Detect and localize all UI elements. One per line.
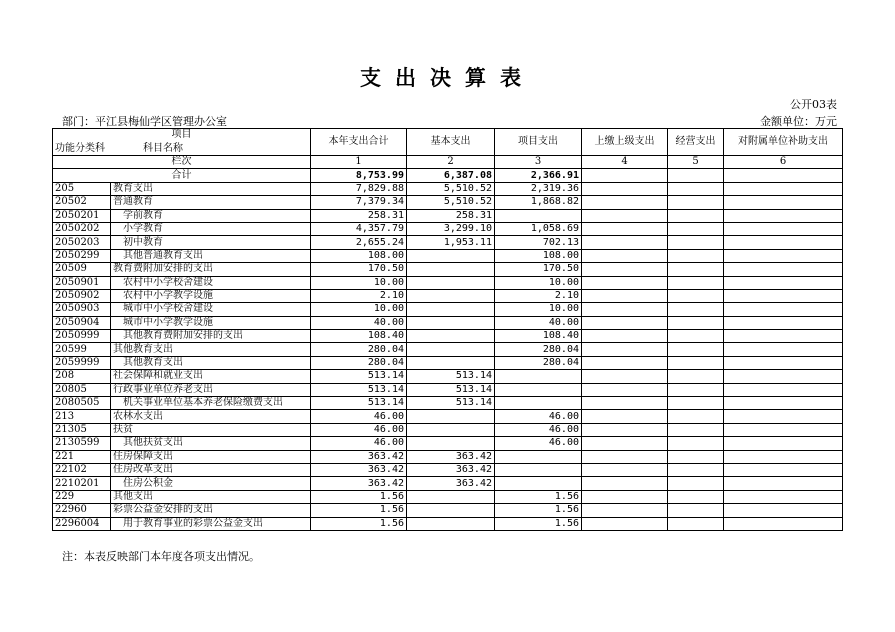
department-label: 部门：平江县梅仙学区管理办公室 (62, 115, 227, 128)
row-subject-name: 社会保障和就业支出 (111, 370, 311, 383)
row-upper (582, 383, 668, 396)
row-subject-name: 住房保障支出 (111, 450, 311, 463)
row-code: 2296004 (53, 517, 111, 530)
table-row (53, 209, 843, 222)
table-row (53, 303, 843, 316)
row-business (668, 477, 724, 490)
row-business (668, 196, 724, 209)
row-subject-name: 其他普通教育支出 (111, 249, 311, 262)
row-upper (582, 437, 668, 450)
row-project: 1,868.82 (495, 196, 582, 209)
row-subject-name: 教育支出 (111, 182, 311, 195)
table-row (53, 276, 843, 289)
row-subject-name: 行政事业单位养老支出 (111, 383, 311, 396)
row-code: 2050299 (53, 249, 111, 262)
row-subsidy (724, 276, 843, 289)
table-row (53, 222, 843, 235)
row-business (668, 236, 724, 249)
row-business (668, 249, 724, 262)
row-total: 4,357.79 (311, 222, 407, 235)
row-basic: 5,510.52 (407, 182, 495, 195)
row-subject-name: 其他教育支出 (111, 343, 311, 356)
row-code: 2050903 (53, 303, 111, 316)
row-project: 2,319.36 (495, 182, 582, 195)
row-total: 280.04 (311, 356, 407, 369)
row-upper (582, 450, 668, 463)
row-subsidy (724, 303, 843, 316)
total-amount: 8,753.99 (311, 169, 407, 182)
row-upper (582, 316, 668, 329)
row-subsidy (724, 343, 843, 356)
row-basic: 3,299.10 (407, 222, 495, 235)
index-col: 3 (495, 156, 582, 169)
table-row (53, 236, 843, 249)
row-basic: 363.42 (407, 477, 495, 490)
row-subject-name: 其他教育支出 (111, 356, 311, 369)
row-basic (407, 316, 495, 329)
row-total: 46.00 (311, 437, 407, 450)
row-upper (582, 477, 668, 490)
header-item-cell (53, 129, 311, 156)
row-business (668, 209, 724, 222)
row-code: 2050902 (53, 289, 111, 302)
row-subsidy (724, 209, 843, 222)
row-subsidy (724, 263, 843, 276)
row-project: 108.40 (495, 330, 582, 343)
row-subject-name: 机关事业单位基本养老保险缴费支出 (111, 397, 311, 410)
row-project: 46.00 (495, 410, 582, 423)
row-code: 20599 (53, 343, 111, 356)
table-row (53, 370, 843, 383)
row-subsidy (724, 370, 843, 383)
row-total: 2,655.24 (311, 236, 407, 249)
row-project: 1.56 (495, 517, 582, 530)
row-basic: 363.42 (407, 463, 495, 476)
row-project: 280.04 (495, 356, 582, 369)
row-upper (582, 222, 668, 235)
table-row (53, 463, 843, 476)
form-number: 公开03表 (790, 98, 837, 111)
row-upper (582, 504, 668, 517)
row-project (495, 209, 582, 222)
row-basic: 363.42 (407, 450, 495, 463)
row-subsidy (724, 356, 843, 369)
row-total: 2.10 (311, 289, 407, 302)
total-subsidy (724, 169, 843, 182)
header-func-code: 功能分类科 (55, 143, 105, 154)
row-code: 221 (53, 450, 111, 463)
row-subject-name: 小学教育 (111, 222, 311, 235)
row-business (668, 423, 724, 436)
row-total: 40.00 (311, 316, 407, 329)
row-business (668, 303, 724, 316)
row-project (495, 397, 582, 410)
row-subsidy (724, 450, 843, 463)
index-col: 6 (724, 156, 843, 169)
row-code: 2050904 (53, 316, 111, 329)
row-subsidy (724, 463, 843, 476)
row-business (668, 289, 724, 302)
row-subject-name: 彩票公益金安排的支出 (111, 504, 311, 517)
index-label: 栏次 (53, 156, 311, 169)
row-basic: 513.14 (407, 397, 495, 410)
row-basic (407, 276, 495, 289)
row-business (668, 182, 724, 195)
row-business (668, 330, 724, 343)
row-code: 2050901 (53, 276, 111, 289)
row-business (668, 463, 724, 476)
row-total: 46.00 (311, 410, 407, 423)
table-row (53, 316, 843, 329)
row-upper (582, 209, 668, 222)
row-basic (407, 249, 495, 262)
row-upper (582, 276, 668, 289)
header-item-label: 项目 (171, 129, 192, 140)
row-code: 22960 (53, 504, 111, 517)
table-row (53, 477, 843, 490)
row-subsidy (724, 196, 843, 209)
row-total: 1.56 (311, 504, 407, 517)
row-total: 513.14 (311, 383, 407, 396)
row-total: 280.04 (311, 343, 407, 356)
row-subsidy (724, 222, 843, 235)
row-total: 7,379.34 (311, 196, 407, 209)
row-subject-name: 扶贫 (111, 423, 311, 436)
total-label: 合计 (53, 169, 311, 182)
row-project: 1,058.69 (495, 222, 582, 235)
row-basic: 258.31 (407, 209, 495, 222)
row-code: 2050202 (53, 222, 111, 235)
row-upper (582, 343, 668, 356)
row-project: 46.00 (495, 423, 582, 436)
row-upper (582, 182, 668, 195)
row-basic (407, 517, 495, 530)
row-project (495, 477, 582, 490)
row-code: 2050203 (53, 236, 111, 249)
row-upper (582, 196, 668, 209)
row-subject-name: 其他扶贫支出 (111, 437, 311, 450)
row-subject-name: 学前教育 (111, 209, 311, 222)
header-subsidy: 对附属单位补助支出 (724, 129, 843, 156)
expenditure-table (52, 128, 843, 531)
row-subsidy (724, 410, 843, 423)
header-business: 经营支出 (668, 129, 724, 156)
row-upper (582, 303, 668, 316)
row-total: 10.00 (311, 303, 407, 316)
row-project (495, 450, 582, 463)
table-row (53, 383, 843, 396)
row-upper (582, 490, 668, 503)
row-total: 1.56 (311, 517, 407, 530)
header-row (53, 129, 843, 156)
row-upper (582, 249, 668, 262)
row-subsidy (724, 289, 843, 302)
row-basic (407, 303, 495, 316)
row-basic (407, 504, 495, 517)
row-total: 7,829.88 (311, 182, 407, 195)
row-upper (582, 330, 668, 343)
total-upper (582, 169, 668, 182)
row-upper (582, 423, 668, 436)
row-project: 46.00 (495, 437, 582, 450)
table-row (53, 356, 843, 369)
row-total: 10.00 (311, 276, 407, 289)
row-upper (582, 463, 668, 476)
row-subsidy (724, 517, 843, 530)
total-project: 2,366.91 (495, 169, 582, 182)
table-row (53, 410, 843, 423)
row-project (495, 370, 582, 383)
row-subject-name: 其他支出 (111, 490, 311, 503)
row-code: 205 (53, 182, 111, 195)
row-upper (582, 517, 668, 530)
row-subject-name: 普通教育 (111, 196, 311, 209)
row-total: 46.00 (311, 423, 407, 436)
row-total: 1.56 (311, 490, 407, 503)
row-subject-name: 住房改革支出 (111, 463, 311, 476)
table-row (53, 289, 843, 302)
row-business (668, 263, 724, 276)
table-row (53, 504, 843, 517)
row-subject-name: 其他教育费附加安排的支出 (111, 330, 311, 343)
row-business (668, 276, 724, 289)
row-code: 229 (53, 490, 111, 503)
total-basic: 6,387.08 (407, 169, 495, 182)
row-basic (407, 437, 495, 450)
table-note: 注：本表反映部门本年度各项支出情况。 (62, 550, 260, 563)
index-col: 2 (407, 156, 495, 169)
row-subject-name: 农村中小学校舍建设 (111, 276, 311, 289)
row-basic (407, 423, 495, 436)
row-basic: 513.14 (407, 383, 495, 396)
row-subsidy (724, 316, 843, 329)
row-code: 20805 (53, 383, 111, 396)
row-project: 1.56 (495, 490, 582, 503)
header-project: 项目支出 (495, 129, 582, 156)
row-project: 10.00 (495, 303, 582, 316)
row-code: 22102 (53, 463, 111, 476)
row-business (668, 316, 724, 329)
row-upper (582, 370, 668, 383)
row-basic (407, 356, 495, 369)
row-basic (407, 410, 495, 423)
row-subsidy (724, 477, 843, 490)
row-business (668, 450, 724, 463)
row-project: 280.04 (495, 343, 582, 356)
row-basic (407, 343, 495, 356)
row-business (668, 410, 724, 423)
row-business (668, 517, 724, 530)
row-code: 2080505 (53, 397, 111, 410)
row-code: 208 (53, 370, 111, 383)
row-code: 2059999 (53, 356, 111, 369)
row-subsidy (724, 490, 843, 503)
row-total: 513.14 (311, 370, 407, 383)
table-row (53, 330, 843, 343)
row-code: 20502 (53, 196, 111, 209)
row-upper (582, 289, 668, 302)
row-subject-name: 住房公积金 (111, 477, 311, 490)
row-business (668, 343, 724, 356)
header-total: 本年支出合计 (311, 129, 407, 156)
index-col: 4 (582, 156, 668, 169)
row-total: 108.00 (311, 249, 407, 262)
row-subsidy (724, 423, 843, 436)
row-subject-name: 用于教育事业的彩票公益金支出 (111, 517, 311, 530)
row-code: 2050201 (53, 209, 111, 222)
header-upper: 上缴上级支出 (582, 129, 668, 156)
row-subsidy (724, 383, 843, 396)
row-total: 363.42 (311, 450, 407, 463)
row-basic (407, 263, 495, 276)
row-subsidy (724, 437, 843, 450)
table-row (53, 397, 843, 410)
row-subject-name: 城市中小学教学设施 (111, 316, 311, 329)
row-project: 1.56 (495, 504, 582, 517)
row-total: 363.42 (311, 463, 407, 476)
row-subsidy (724, 236, 843, 249)
row-subsidy (724, 504, 843, 517)
row-basic (407, 289, 495, 302)
table-row (53, 517, 843, 530)
row-project: 10.00 (495, 276, 582, 289)
row-basic: 513.14 (407, 370, 495, 383)
row-subject-name: 城市中小学校舍建设 (111, 303, 311, 316)
table-row (53, 263, 843, 276)
table-row (53, 450, 843, 463)
row-total: 258.31 (311, 209, 407, 222)
row-subsidy (724, 330, 843, 343)
row-total: 108.40 (311, 330, 407, 343)
index-row (53, 156, 843, 169)
row-business (668, 222, 724, 235)
header-subject-name: 科目名称 (143, 143, 183, 154)
table-row (53, 423, 843, 436)
row-basic: 1,953.11 (407, 236, 495, 249)
row-business (668, 397, 724, 410)
row-basic (407, 490, 495, 503)
row-subject-name: 农村中小学教学设施 (111, 289, 311, 302)
row-business (668, 437, 724, 450)
row-code: 2130599 (53, 437, 111, 450)
row-upper (582, 356, 668, 369)
row-code: 21305 (53, 423, 111, 436)
row-total: 513.14 (311, 397, 407, 410)
table-row (53, 343, 843, 356)
row-project: 2.10 (495, 289, 582, 302)
table-row (53, 196, 843, 209)
total-row (53, 169, 843, 182)
page-title: 支出决算表 (360, 65, 535, 90)
row-business (668, 490, 724, 503)
row-business (668, 383, 724, 396)
row-subject-name: 农林水支出 (111, 410, 311, 423)
table-row (53, 182, 843, 195)
row-subsidy (724, 397, 843, 410)
row-basic (407, 330, 495, 343)
row-total: 363.42 (311, 477, 407, 490)
table-row (53, 490, 843, 503)
row-project: 40.00 (495, 316, 582, 329)
table-row (53, 437, 843, 450)
header-basic: 基本支出 (407, 129, 495, 156)
row-project: 170.50 (495, 263, 582, 276)
row-subsidy (724, 249, 843, 262)
row-upper (582, 397, 668, 410)
total-business (668, 169, 724, 182)
row-upper (582, 263, 668, 276)
row-project: 108.00 (495, 249, 582, 262)
row-business (668, 504, 724, 517)
row-subsidy (724, 182, 843, 195)
amount-unit-label: 金额单位：万元 (760, 115, 837, 128)
row-subject-name: 教育费附加安排的支出 (111, 263, 311, 276)
row-project: 702.13 (495, 236, 582, 249)
index-col: 5 (668, 156, 724, 169)
row-basic: 5,510.52 (407, 196, 495, 209)
row-subject-name: 初中教育 (111, 236, 311, 249)
table-row (53, 249, 843, 262)
row-upper (582, 410, 668, 423)
row-project (495, 383, 582, 396)
row-total: 170.50 (311, 263, 407, 276)
row-business (668, 356, 724, 369)
index-col: 1 (311, 156, 407, 169)
row-code: 2210201 (53, 477, 111, 490)
row-business (668, 370, 724, 383)
row-upper (582, 236, 668, 249)
row-code: 20509 (53, 263, 111, 276)
row-project (495, 463, 582, 476)
row-code: 213 (53, 410, 111, 423)
row-code: 2050999 (53, 330, 111, 343)
